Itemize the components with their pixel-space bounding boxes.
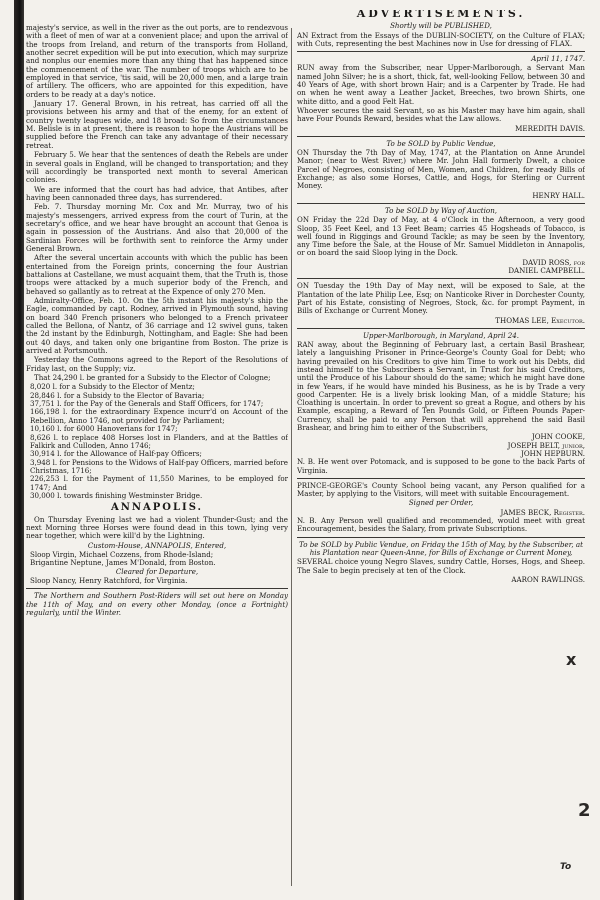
- ledger-line: 226,253 l. for the Payment of 11,550 Marines, to be employed for 1747; And: [30, 474, 288, 492]
- ad-body: ON Thursday the 7th Day of May, 1747, at the Plantation on Anne Arundel Manor; (near to West River,) where Mr. John Hall formerly Dwelt, a choice Parcel of Negroes, consisting of Men, Women, and Children, for ready Bills of Exchange; as also some Horses, Cattle, and Hogs, for Sterling or Current Money.: [297, 148, 585, 191]
- ad-signature: THOMAS LEE, Executor.: [495, 315, 585, 325]
- ad-signature: AARON RAWLINGS.: [511, 574, 585, 584]
- ledger-line: 37,751 l. for the Pay of the Generals and Staff Officers, for 1747;: [30, 399, 264, 409]
- advertisement-county-school: [297, 482, 585, 534]
- ad-body: ON Tuesday the 19th Day of May next, will be exposed to Sale, at the Plantation of the late Philip Lee, Esq; on Nanticoke River in Dorchester County, Part of his Estate, consisting of Negroes, Stock, &c. for prompt Payment, in Bills of Exchange or Current Money.: [297, 281, 585, 316]
- ledger-line: 3,948 l. for Pensions to the Widows of Half-pay Officers, married before Christmas, 1716;: [30, 457, 288, 475]
- ad-date: April 11, 1747.: [531, 54, 585, 64]
- advertisement-runaway-brashear: [297, 332, 585, 475]
- entered-vessel: Sloop Virgin, Michael Cozzens, from Rhode-Island;: [30, 549, 214, 559]
- section-rule: [26, 588, 288, 589]
- ad-rule: [297, 478, 585, 479]
- ledger-line: 8,020 l. for a Subsidy to the Elector of Mentz;: [30, 382, 195, 392]
- news-paragraph: We are informed that the court has had advice, that Antibes, after having been cannonaded three days, has surrendered.: [26, 184, 288, 202]
- ad-body: RAN away, about the Beginning of February last, a certain Basil Brashear, lately a languishing Prisoner in Prince-George's County Goal for Debt; who having prevailed on his Creditors to give him Time to work out his Debts, did instead himself to the Subscribers a Servant, in Trust for his said Creditors, until the Produce of his Labour should do the same; which he might have done in few Years, if he would have minded his Business, as he is by Trade a very good Carpenter. He is a lively brisk looking Man, of a middle Stature; his Cloathing is uncertain. In order to prevent so great a Rogue, and others by his Example, escaping, a Reward of Ten Pounds Gold, or Fifteen Pounds Paper-Currency, shall be paid to any Person that will apprehend the said Basil Brashear, and bring him to either of the Subscribers,: [297, 340, 585, 433]
- ad-rule: [297, 278, 585, 279]
- news-paragraph: That 24,290 l. be granted for a Subsidy to the Elector of Cologne;: [34, 373, 271, 383]
- catchword: To: [560, 862, 572, 872]
- ad-signature: JOSEPH BELT, junior,: [507, 440, 585, 450]
- news-paragraph: Admiralty-Office, Feb. 10. On the 5th instant his majesty's ship the Eagle, commanded by capt. Rodney, arrived in Plymouth sound, having on board 340 French prisoners who belonged to a French privateer called the Bellona, of Nantz, of 36 carriage and 12 swivel guns, taken the 2d instant by the Edinburgh, Nottingham, and Eagle: She had been out 40 days, and taken only one brigantine from Boston. The prize is arrived at Portsmouth.: [26, 296, 288, 356]
- ad-body: AN Extract from the Essays of the DUBLIN-SOCIETY, on the Culture of FLAX; with Cuts, representing the best Machines now in Use for dressing of FLAX.: [297, 30, 585, 48]
- ledger-line: 28,846 l. for a Subsidy to the Elector of Bavaria;: [30, 390, 205, 400]
- ad-rule: [297, 537, 585, 538]
- ad-signature: DANIEL CAMPBELL.: [508, 266, 585, 276]
- ad-signature: JAMES BECK, Register.: [500, 507, 585, 517]
- annapolis-paragraph: On Thursday Evening last we had a violent Thunder-Gust; and the next Morning three Horses were found dead in this town, lying very near together, which were kill'd by the Lightning.: [26, 514, 288, 541]
- ad-date: Upper-Marlborough, in Maryland, April 24.: [362, 330, 520, 340]
- customs-title: Custom-House, ANNAPOLIS, Entered,: [87, 540, 227, 550]
- ad-note: N. B. He went over Potomack, and is supposed to be gone to the back Parts of Virginia.: [297, 457, 585, 475]
- news-paragraph: February 5. We hear that the sentences of death the Rebels are under in several goals in England, will be changed to transportation; and they will accordingly be transported next month to several American colonies.: [26, 150, 288, 185]
- news-paragraph: After the several uncertain accounts with which the public has been entertained from the Foreign prints, concerning the four Austrian battalions at Castellane, we must acquaint them, that the Truth is, those troops were attacked by a much superior body of the French, and behaved so gallantly as to retreat at the Expence of only 270 Men.: [26, 253, 288, 296]
- ad-rule: [297, 51, 585, 52]
- ad-body: PRINCE-GEORGE's County School being vacant, any Person qualified for a Master, by applying to the Visitors, will meet with suitable Encouragement.: [297, 480, 585, 499]
- cleared-title: Cleared for Departure,: [115, 566, 199, 576]
- ad-rule: [297, 328, 585, 329]
- ad-signed-note: Signed per Order,: [408, 498, 474, 508]
- ad-body: ON Friday the 22d Day of May, at 4 o'Clock in the Afternoon, a very good Sloop, 35 Feet Keel, and 13 Feet Beam; carries 45 Hogsheads of Tobacco, is well found in Riggings and Ground Tackle; as may be seen by the Inventory, any Time before the Sale, at the House of Mr. Samuel Middleton in Annapolis, or on board the said Sloop lying in the Dock.: [297, 215, 585, 258]
- ad-body: SEVERAL choice young Negro Slaves, sundry Cattle, Horses, Hogs, and Sheep. The Sale to begin precisely at ten of the Clock.: [297, 557, 585, 575]
- ad-kicker: To be SOLD by Public Vendue,: [386, 138, 496, 148]
- ad-rule: [297, 203, 585, 204]
- news-paragraph: majesty's service, as well in the river as the out ports, are to rendezvous with a fleet of men of war at a convenient place; and upon the arrival of the troops from Ireland, and return of the transports from Holland, another secret expedition will be put into execution, which may surprize and nonplus our enemies more than any thing that has happened since the commencement of the war. The number of troops which are to be employed in that service, 'tis said, will be 20,000 men, and a large train of artillery. The officers, who are appointed for this expedition, have orders to be ready at a day's notice.: [26, 24, 288, 99]
- ledger-line: 166,198 l. for the extraordinary Expence incurr'd on Account of the Rebellion, Anno 1746, not provided for by Parliament;: [30, 407, 288, 425]
- news-paragraph: Feb. 7. Thursday morning Mr. Cox and Mr. Murray, two of his majesty's messengers, arrived express from the court of Turin, at the secretary's office, and we hear have brought an account that Genoa is again in possession of the Austrians. And also that 20,000 of the Sardinian Forces will be forthwith sent to reinforce the Army under General Brown.: [26, 202, 288, 253]
- advertisement-flax-essay: [297, 22, 585, 48]
- ad-signature: MEREDITH DAVIS.: [515, 123, 585, 133]
- ad-kicker: Shortly will be PUBLISHED,: [390, 21, 492, 31]
- ledger-line: 8,626 l. to replace 408 Horses lost in Flanders, and at the Battles of Falkirk and Culloden, Anno 1746;: [30, 432, 288, 450]
- ad-signature: JOHN HEPBURN.: [521, 448, 585, 458]
- supply-ledger: [26, 383, 288, 500]
- ad-rule: [297, 136, 585, 137]
- ad-signature: DAVID ROSS, for: [522, 257, 585, 267]
- advertisement-sloop-auction: [297, 207, 585, 275]
- post-riders-notice: The Northern and Southern Post-Riders will set out here on Monday the 11th of May, and on every other Monday, (once a Fortnight) regularly, until the Winter.: [26, 591, 288, 618]
- advertisement-hall-vendue: [297, 140, 585, 200]
- cleared-vessel: Sloop Nancy, Henry Ratchford, for Virginia.: [30, 576, 188, 585]
- ad-signature: HENRY HALL.: [532, 190, 585, 200]
- ledger-line: 10,160 l. for 6000 Hanoverians for 1747;: [30, 424, 178, 434]
- ad-body: RUN away from the Subscriber, near Upper-Marlborough, a Servant Man named John Silver; he is a short, thick, fat, well-looking Fellow, between 30 and 40 Years of Age, with short brown Hair; and is a Carpenter by Trade. He had on when he went away a Leather Jacket, Breeches, two brown Shirts, one white ditto, and a good Felt Hat.: [297, 63, 585, 106]
- news-column: [26, 24, 288, 886]
- news-paragraph: January 17. General Brown, in his retreat, has carried off all the provisions between his army and that of the enemy, for an extent of country twenty leagues wide, and 18 broad: So from the circumstances M. Belisle is in at present, there is reason to hope the Austrians will be supplied before the French can take any advantage of their necessary retreat.: [26, 99, 288, 150]
- news-paragraph: Yesterday the Commons agreed to the Report of the Resolutions of Friday last, on the Supply; viz.: [26, 355, 288, 373]
- ad-body: Whoever secures the said Servant, so as his Master may have him again, shall have Four Pounds Reward, besides what the Law allows.: [297, 105, 585, 124]
- advertisements-column: [297, 10, 585, 890]
- ad-signature: JOHN COOKE,: [531, 432, 585, 442]
- entered-vessel: Brigantine Neptune, James M'Donald, from Boston.: [30, 558, 216, 568]
- margin-mark: x: [566, 650, 577, 669]
- ledger-line: 30,914 l. for the Allowance of Half-pay Officers;: [30, 449, 202, 459]
- annapolis-heading: ANNAPOLIS.: [110, 502, 204, 514]
- advertisement-rawlings-vendue: [297, 541, 585, 584]
- page-binding-shadow: [14, 0, 24, 900]
- advertisement-lee-estate: [297, 282, 585, 324]
- advertisement-runaway-silver: [297, 55, 585, 133]
- margin-mark: 2: [578, 800, 591, 821]
- ledger-line: 30,000 l. towards finishing Westminster Bridge.: [30, 490, 203, 500]
- ad-kicker: To be SOLD by Way of Auction,: [384, 205, 498, 215]
- column-divider: [291, 28, 292, 886]
- ad-kicker: To be SOLD by Public Vendue, on Friday the 15th of May, by the Subscriber, at his Plantation near Queen-Anne, for Bills of Exchange or Current Money,: [299, 539, 583, 557]
- advertisements-heading: ADVERTISEMENTS.: [356, 10, 526, 20]
- ad-note: N. B. Any Person well qualified and recommended, would meet with great Encouragement, besides the Salary, from private Subscriptions.: [297, 516, 585, 534]
